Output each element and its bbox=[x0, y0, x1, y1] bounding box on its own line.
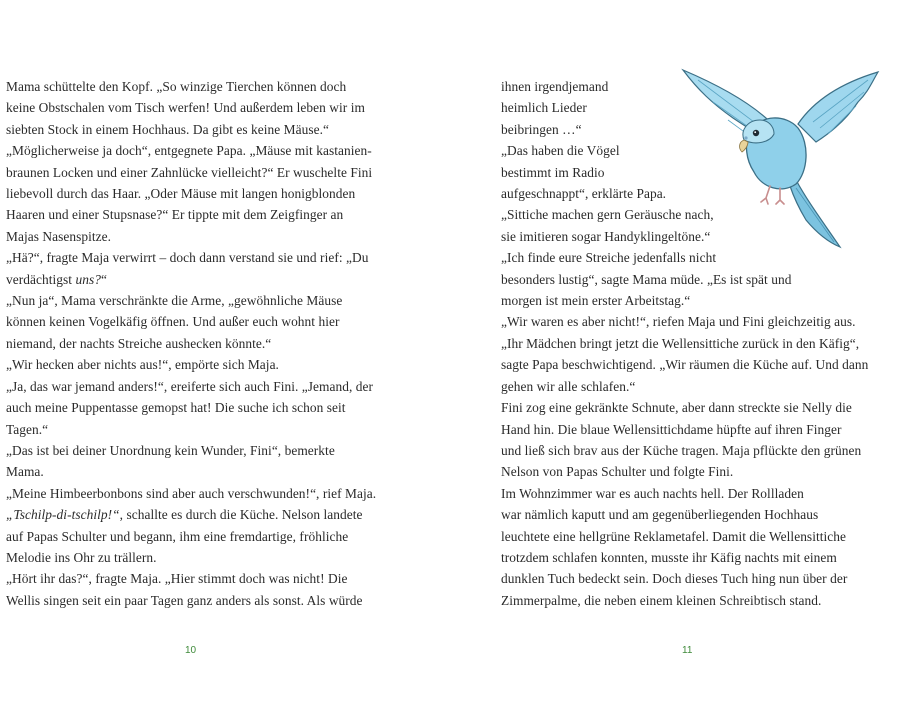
text-line: „Hört ihr das?“, fragte Maja. „Hier stimmt doch was nicht! Die bbox=[6, 571, 348, 587]
text-line: auch meine Puppentasse gemopst hat! Die suche ich schon seit bbox=[6, 400, 346, 416]
text-line: gehen wir alle schlafen.“ bbox=[501, 378, 636, 394]
text-line: dunklen Tuch bedeckt sein. Doch dieses Tuch hing nun über der bbox=[501, 571, 848, 587]
text-line: „Nun ja“, Mama verschränkte die Arme, „gewöhnliche Mäuse bbox=[6, 293, 343, 309]
text-line: „Ich finde eure Streiche jedenfalls nicht bbox=[501, 250, 717, 266]
text-line: „Sittiche machen gern Geräusche nach, bbox=[501, 207, 714, 223]
text-line: Tagen.“ bbox=[6, 421, 49, 437]
text-line: und ließ sich brav aus der Küche tragen. Maja pflückte den grünen bbox=[501, 442, 862, 458]
right-page bbox=[453, 0, 906, 724]
text-line: Wellis singen seit ein paar Tagen ganz anders als sonst. Als würde bbox=[6, 592, 363, 608]
text-line: trotzdem schlafen konnten, musste ihr Käfig nachts mit einem bbox=[501, 549, 837, 565]
text-line: morgen ist mein erster Arbeitstag.“ bbox=[501, 293, 691, 309]
text-line: „Meine Himbeerbonbons sind aber auch verschwunden!“, rief Maja. bbox=[6, 485, 377, 501]
text-line: Majas Nasenspitze. bbox=[6, 228, 112, 244]
text-line-mixed bbox=[6, 504, 378, 525]
italic-text: „Tschilp-di-tschilp!“ bbox=[6, 507, 120, 523]
text-line: leuchtete eine hellgrüne Reklametafel. Damit die Wellensittiche bbox=[501, 528, 847, 544]
text-line: „Hä?“, fragte Maja verwirrt – doch dann verstand sie und rief: „Du bbox=[6, 250, 369, 266]
italic-text: uns? bbox=[75, 271, 101, 287]
text-line: bestimmt im Radio bbox=[501, 164, 605, 180]
text-line: war nämlich kaputt und am gegenüberliegenden Hochhaus bbox=[501, 507, 819, 523]
text-segment: verdächtigst bbox=[6, 271, 76, 287]
text-line: Zimmerpalme, die neben einem kleinen Schreibtisch stand. bbox=[501, 592, 822, 608]
text-line: Haaren und einer Stupsnase?“ Er tippte mit dem Zeigfinger an bbox=[6, 207, 344, 223]
text-line-mixed bbox=[6, 269, 378, 290]
text-line: braunen Locken und einer Zahnlücke vielleicht?“ Er wuschelte Fini bbox=[6, 164, 373, 180]
text-line: beibringen …“ bbox=[501, 121, 582, 137]
text-line: besonders lustig“, sagte Mama müde. „Es ist spät und bbox=[501, 271, 792, 287]
text-line: „Ja, das war jemand anders!“, ereiferte sich auch Fini. „Jemand, der bbox=[6, 378, 374, 394]
text-line: Hand hin. Die blaue Wellensittichdame hüpfte auf ihren Finger bbox=[501, 421, 842, 437]
left-page-text bbox=[6, 76, 378, 611]
text-segment: “ bbox=[100, 271, 107, 287]
text-line: liebevoll durch das Haar. „Oder Mäuse mit langen honigblonden bbox=[6, 186, 356, 202]
page-number: 10 bbox=[185, 645, 197, 656]
text-line: ihnen irgendjemand bbox=[501, 79, 609, 94]
text-line: Mama schüttelte den Kopf. „So winzige Tierchen können doch bbox=[6, 79, 347, 94]
text-line: Mama. bbox=[6, 464, 44, 480]
text-line: heimlich Lieder bbox=[501, 100, 587, 116]
text-line: Fini zog eine gekränkte Schnute, aber dann streckte sie Nelly die bbox=[501, 400, 852, 416]
text-line: Nelson von Papas Schulter und folgte Fini. bbox=[501, 464, 734, 480]
text-line: „Wir waren es aber nicht!“, riefen Maja und Fini gleichzeitig aus. bbox=[501, 314, 856, 330]
text-segment: , schallte es durch die Küche. Nelson landete bbox=[119, 507, 363, 523]
text-line: „Möglicherweise ja doch“, entgegnete Papa. „Mäuse mit kastanien- bbox=[6, 143, 372, 159]
page-number: 11 bbox=[682, 645, 693, 656]
text-line: sie imitieren sogar Handyklingeltöne.“ bbox=[501, 228, 711, 244]
text-line: „Wir hecken aber nichts aus!“, empörte sich Maja. bbox=[6, 357, 279, 373]
text-line: sagte Papa beschwichtigend. „Wir räumen die Küche auf. Und dann bbox=[501, 357, 869, 373]
text-line: „Ihr Mädchen bringt jetzt die Wellensittiche zurück in den Käfig“, bbox=[501, 335, 860, 351]
text-line: können keinen Vogelkäfig öffnen. Und außer euch wohnt hier bbox=[6, 314, 340, 330]
text-line: „Das haben die Vögel bbox=[501, 143, 620, 159]
text-line: Im Wohnzimmer war es auch nachts hell. Der Rollladen bbox=[501, 485, 804, 501]
text-line: siebten Stock in einem Hochhaus. Da gibt es keine Mäuse.“ bbox=[6, 121, 330, 137]
blue-budgie-illustration-icon bbox=[678, 62, 883, 252]
text-line: aufgeschnappt“, erklärte Papa. bbox=[501, 186, 667, 202]
text-line: „Das ist bei deiner Unordnung kein Wunder, Fini“, bemerkte bbox=[6, 442, 335, 458]
text-line: niemand, der nachts Streiche aushecken könnte.“ bbox=[6, 335, 272, 351]
text-line: Melodie ins Ohr zu trällern. bbox=[6, 549, 157, 565]
text-line: auf Papas Schulter und begann, ihm eine fremdartige, fröhliche bbox=[6, 528, 349, 544]
text-line: keine Obstschalen vom Tisch werfen! Und außerdem leben wir im bbox=[6, 100, 365, 116]
